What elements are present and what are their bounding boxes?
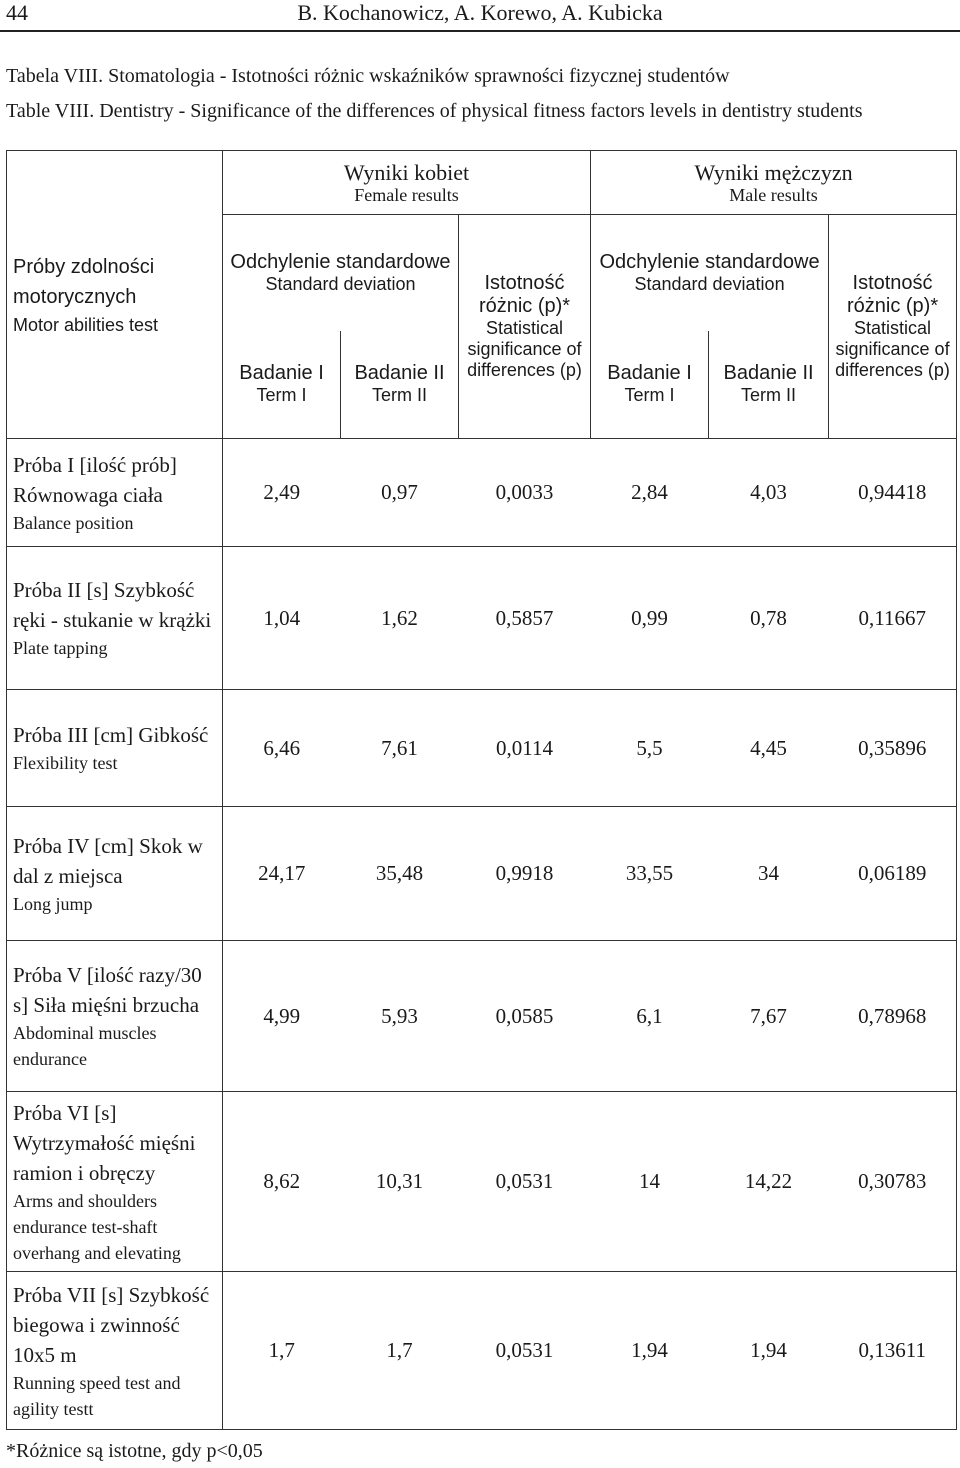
cell-value: 0,9918 — [459, 807, 591, 941]
cell-value: 0,0585 — [459, 941, 591, 1092]
term1-pl: Badanie I — [607, 362, 692, 385]
term2-en: Term II — [741, 385, 797, 406]
row-label-pl: Próba II [s] Szybkość ręki - stukanie w krążki — [13, 578, 212, 632]
running-authors: B. Kochanowicz, A. Korewo, A. Kubicka — [297, 0, 663, 25]
table-caption-en: Table VIII. Dentistry - Significance of the differences of physical fitness factors levels in dentistry students — [6, 100, 863, 122]
page-header — [0, 0, 960, 30]
row-label-en: Long jump — [13, 893, 93, 914]
row-label-en: Balance position — [13, 512, 134, 533]
cell-value: 1,7 — [341, 1272, 459, 1430]
cell-value: 4,45 — [709, 690, 829, 807]
header-tests-en: Motor abilities test — [13, 314, 159, 335]
row-label-en: Abdominal muscles endurance — [13, 1023, 157, 1069]
cell-value: 4,03 — [709, 439, 829, 547]
cell-value: 34 — [709, 807, 829, 941]
table-row — [7, 1272, 957, 1430]
results-table — [6, 150, 957, 1430]
table-caption-pl: Tabela VIII. Stomatologia - Istotności różnic wskaźników sprawności fizycznej studentów — [6, 65, 730, 87]
cell-value: 0,0033 — [459, 439, 591, 547]
row-label-pl: Próba VII [s] Szybkość biegowa i zwinność 10x5 m — [13, 1282, 210, 1367]
row-label-pl: Próba V [ilość razy/30 s] Siła mięśni brzucha — [13, 963, 202, 1017]
header-sig-female-pl: Istotność różnic (p)* — [478, 272, 571, 318]
cell-value: 0,06189 — [829, 807, 957, 941]
cell-value: 7,61 — [341, 690, 459, 807]
header-sig-male-en: Statistical significance of differences (p) — [835, 318, 950, 380]
row-label-en: Arms and shoulders endurance test-shaft overhang and elevating — [13, 1190, 181, 1263]
header-female-term1 — [223, 331, 341, 439]
cell-value: 0,99 — [591, 547, 709, 690]
cell-value: 0,0531 — [459, 1092, 591, 1272]
cell-value: 0,5857 — [459, 547, 591, 690]
header-female — [223, 151, 591, 215]
header-male-term2 — [709, 331, 829, 439]
table-row — [7, 1092, 957, 1272]
table-row — [7, 807, 957, 941]
header-sd-male-pl: Odchylenie standardowe — [599, 250, 820, 273]
row-label-pl: Próba VI [s] Wytrzymałość mięśni ramion i obręczy — [13, 1100, 196, 1185]
table-row — [7, 439, 957, 547]
cell-value: 6,1 — [591, 941, 709, 1092]
page-number: 44 — [6, 0, 28, 25]
cell-value: 5,93 — [341, 941, 459, 1092]
header-male — [591, 151, 957, 215]
cell-value: 1,04 — [223, 547, 341, 690]
cell-value: 1,94 — [591, 1272, 709, 1430]
cell-value: 10,31 — [341, 1092, 459, 1272]
cell-value: 2,49 — [223, 439, 341, 547]
header-male-pl: Wyniki mężczyzn — [694, 159, 853, 185]
header-rule — [0, 30, 960, 32]
cell-value: 0,97 — [341, 439, 459, 547]
term1-en: Term I — [624, 385, 675, 406]
cell-value: 0,30783 — [829, 1092, 957, 1272]
header-tests — [7, 151, 223, 439]
cell-value: 0,0531 — [459, 1272, 591, 1430]
cell-value: 24,17 — [223, 807, 341, 941]
header-tests-pl: Próby zdolności motorycznych — [13, 255, 155, 308]
header-female-en: Female results — [354, 184, 459, 205]
cell-value: 33,55 — [591, 807, 709, 941]
cell-value: 0,78968 — [829, 941, 957, 1092]
term2-pl: Badanie II — [354, 362, 445, 385]
header-sd-female — [223, 215, 459, 331]
row-label-en: Running speed test and agility testt — [13, 1372, 181, 1419]
header-female-pl: Wyniki kobiet — [343, 159, 470, 185]
header-sig-male-pl: Istotność różnic (p)* — [846, 272, 939, 318]
header-sd-male — [591, 215, 829, 331]
cell-value: 5,5 — [591, 690, 709, 807]
term1-pl: Badanie I — [239, 362, 324, 385]
cell-value: 4,99 — [223, 941, 341, 1092]
header-sd-female-pl: Odchylenie standardowe — [230, 250, 451, 273]
header-sig-female — [459, 215, 591, 439]
table-row — [7, 547, 957, 690]
cell-value: 35,48 — [341, 807, 459, 941]
header-male-term1 — [591, 331, 709, 439]
header-sd-female-en: Standard deviation — [265, 273, 416, 294]
row-label-pl: Próba IV [cm] Skok w dal z miejsca — [13, 833, 203, 888]
row-label-en: Plate tapping — [13, 638, 108, 658]
header-male-en: Male results — [729, 184, 818, 205]
term2-en: Term II — [371, 385, 427, 406]
cell-value: 0,11667 — [829, 547, 957, 690]
cell-value: 1,62 — [341, 547, 459, 690]
row-label-en: Flexibility test — [13, 753, 118, 773]
cell-value: 0,78 — [709, 547, 829, 690]
cell-value: 1,94 — [709, 1272, 829, 1430]
cell-value: 7,67 — [709, 941, 829, 1092]
cell-value: 14,22 — [709, 1092, 829, 1272]
header-sig-male — [829, 215, 957, 439]
cell-value: 8,62 — [223, 1092, 341, 1272]
table-row — [7, 941, 957, 1092]
row-label-pl: Próba III [cm] Gibkość — [13, 723, 209, 747]
cell-value: 14 — [591, 1092, 709, 1272]
term1-en: Term I — [256, 385, 307, 406]
cell-value: 6,46 — [223, 690, 341, 807]
term2-pl: Badanie II — [723, 362, 814, 385]
header-sd-male-en: Standard deviation — [634, 273, 785, 294]
row-label-pl: Próba I [ilość prób] Równowaga ciała — [13, 452, 177, 507]
cell-value: 2,84 — [591, 439, 709, 547]
header-female-term2 — [341, 331, 459, 439]
cell-value: 0,13611 — [829, 1272, 957, 1430]
table-row — [7, 690, 957, 807]
cell-value: 0,0114 — [459, 690, 591, 807]
footnote: *Różnice są istotne, gdy p<0,05 — [6, 1440, 263, 1462]
cell-value: 1,7 — [223, 1272, 341, 1430]
header-sig-female-en: Statistical significance of differences (p) — [467, 318, 582, 380]
cell-value: 0,94418 — [829, 439, 957, 547]
cell-value: 0,35896 — [829, 690, 957, 807]
